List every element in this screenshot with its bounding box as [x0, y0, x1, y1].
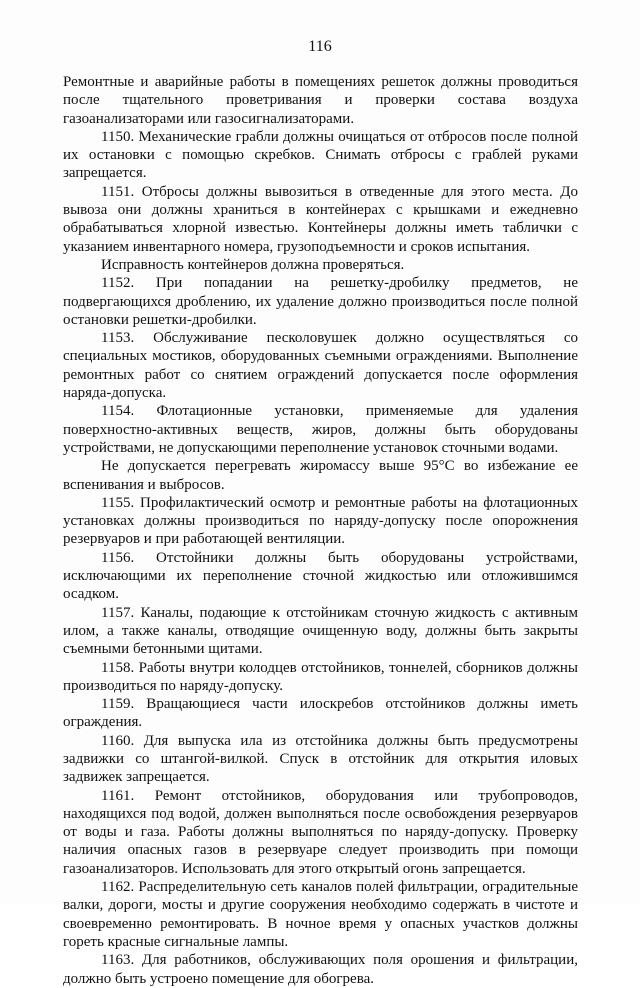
- paragraph-1155: 1155. Профилактический осмотр и ремонтные работы на флотационных установках должны производиться по наряду-допуску после опорожнения резервуаров и при работающей вентиляции.: [63, 494, 578, 548]
- paragraph-1150: 1150. Механические грабли должны очищаться от отбросов после полной их остановки с помощью скребков. Снимать отбросы с граблей руками запрещается.: [63, 128, 578, 182]
- paragraph-1157: 1157. Каналы, подающие к отстойникам сточную жидкость с активным илом, а также каналы, отводящие очищенную воду, должны быть закрыты съемными бетонными щитами.: [63, 604, 578, 658]
- paragraph-1152: 1152. При попадании на решетку-дробилку предметов, не подвергающихся дроблению, их удаление должно производиться после полной остановки решетки-дробилки.: [63, 275, 578, 328]
- paragraph-1162: 1162. Распределительную сеть каналов полей фильтрации, оградительные валки, дороги, мосты и другие сооружения необходимо содержать в чистоте и своевременно ремонтировать. В ночное время у опасных участков должны гореть красные сигнальные лампы.: [63, 879, 578, 950]
- paragraph-1158: 1158. Работы внутри колодцев отстойников, тоннелей, сборников должны производиться по наряду-допуску.: [63, 659, 578, 694]
- document-body: [63, 73, 578, 988]
- paragraph-1159: 1159. Вращающиеся части илоскребов отстойников должны иметь ограждения.: [63, 696, 578, 731]
- paragraph-continuation: Ремонтные и аварийные работы в помещениях решеток должны проводиться после тщательного проветривания и проверки состава воздуха газоанализаторами или газосигнализаторами.: [63, 74, 578, 127]
- page-number: 116: [308, 38, 332, 55]
- paragraph-1163: 1163. Для работников, обслуживающих поля орошения и фильтрации, должно быть устроено помещение для обогрева.: [63, 952, 578, 987]
- paragraph-1154: 1154. Флотационные установки, применяемые для удаления поверхностно-активных веществ, жиров, должны быть оборудованы устройствами, не допускающими переполнение установок сточными водами.: [63, 403, 578, 456]
- paragraph-1156: 1156. Отстойники должны быть оборудованы устройствами, исключающими их переполнение сточной жидкостью или отложившимся осадком.: [63, 549, 578, 603]
- paragraph-1153: 1153. Обслуживание песколовушек должно осуществляться со специальных мостиков, оборудованных съемными ограждениями. Выполнение ремонтных работ со снятием ограждений допускается после оформления наряда-допуска.: [63, 330, 578, 402]
- paragraph-1154-note: Не допускается перегревать жиромассу выше 95°С во избежание ее вспенивания и выбросов.: [63, 458, 578, 493]
- paragraph-1161: 1161. Ремонт отстойников, оборудования или трубопроводов, находящихся под водой, должен выполняться после освобождения резервуаров от воды и газа. Работы должны выполняться по наряду-допуску. Проверку наличия опасных газов в резервуаре следует производить при помощи газоанализаторов. Использовать для этого открытый огонь запрещается.: [63, 787, 578, 877]
- paragraph-1160: 1160. Для выпуска ила из отстойника должны быть предусмотрены задвижки со штангой-вилкой. Спуск в отстойник для открытия иловых задвижек запрещается.: [63, 732, 578, 786]
- paragraph-1151: 1151. Отбросы должны вывозиться в отведенные для этого места. До вывоза они должны храниться в контейнерах с крышками и ежедневно обрабатываться хлорной известью. Контейнеры должны иметь таблички с указанием инвентарного номера, грузоподъемности и сроков испытания.: [63, 183, 578, 255]
- paragraph-1151-note: Исправность контейнеров должна проверяться.: [101, 256, 405, 273]
